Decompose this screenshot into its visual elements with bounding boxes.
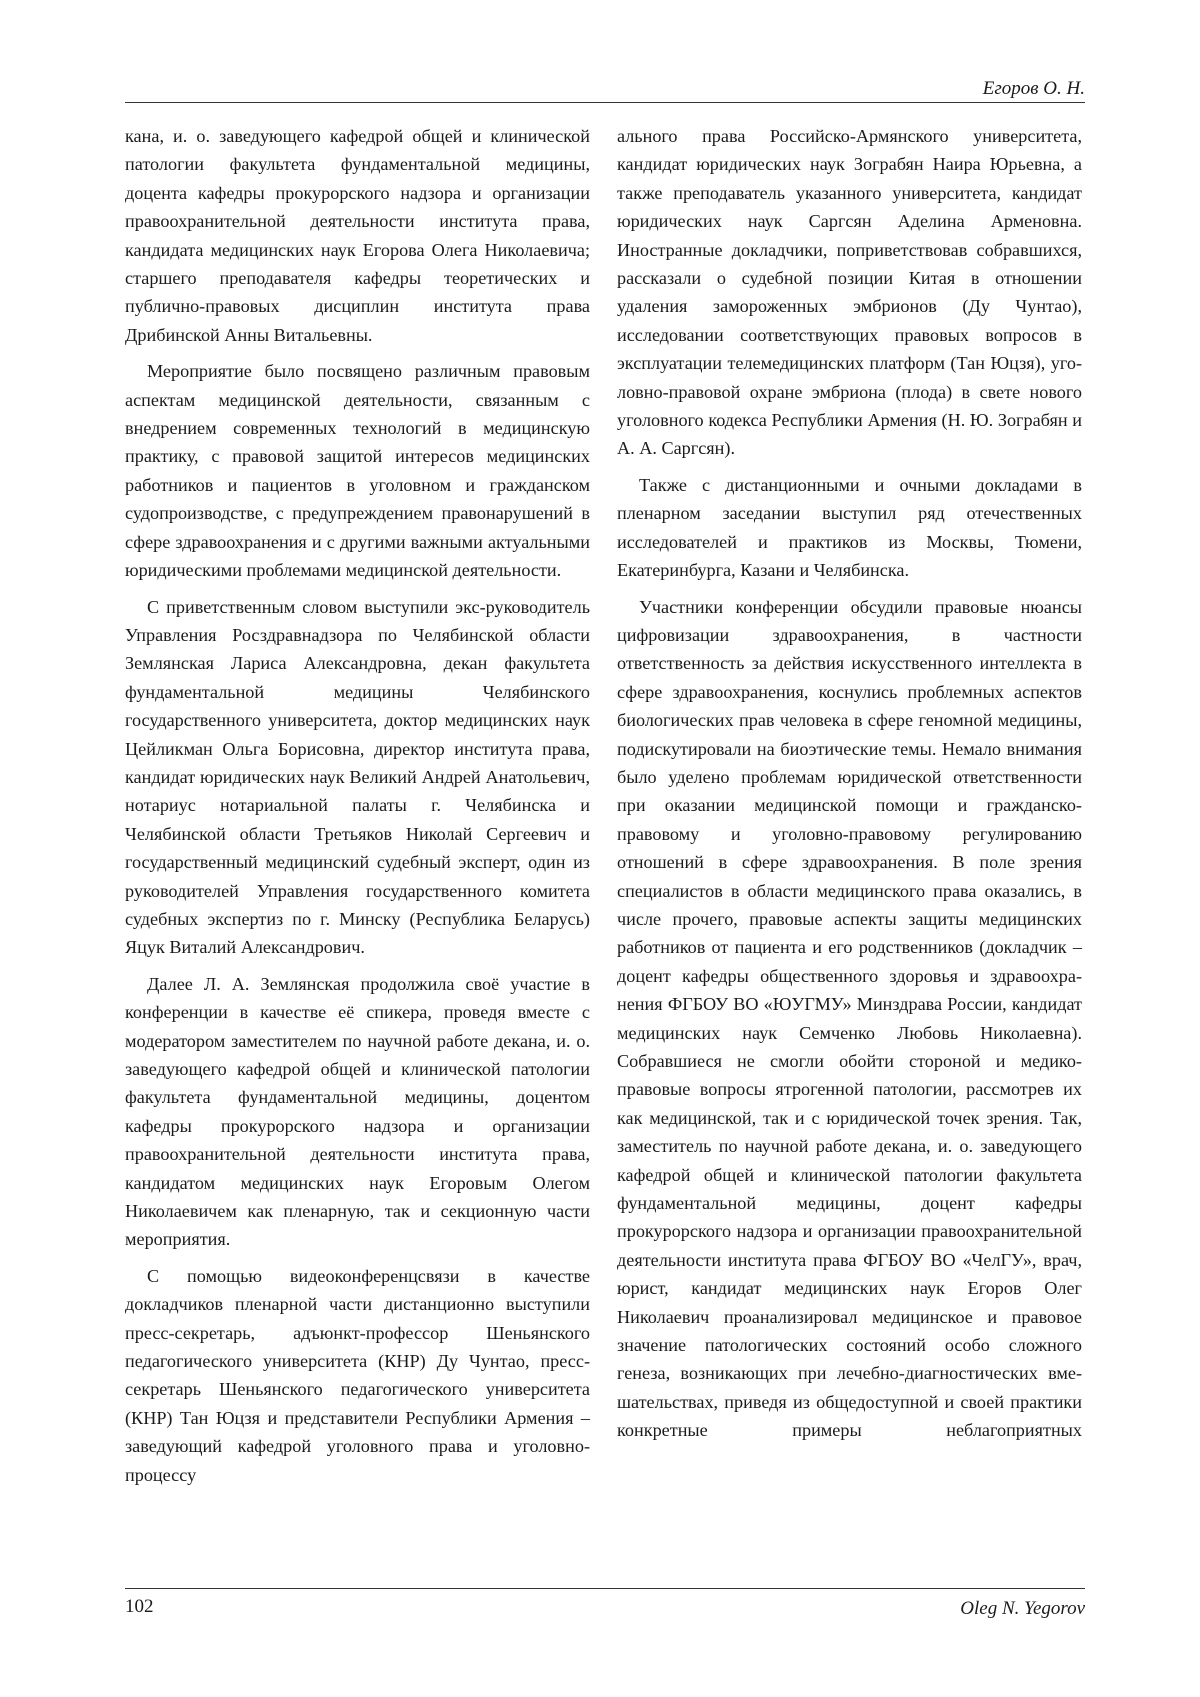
paragraph: Участники конференции обсудили правовые нюансы цифровизации здравоохранения, в частности ответственность за действия искусственного интеллекта в сфере здравоохранения, коснулись проблемных аспектов биологических прав человека в сфере геномной медицины, подискутировали на биоэтические темы. Немало внимания было уделено проблемам юридической ответственности при оказании медицинской помощи и гражданско-правовому и уголовно-правовому регулированию отношений в сфере здравоохранения. В поле зрения специалистов в области медицинского права оказались, в числе прочего, правовые аспекты защиты медицинских работников от пациента и его родственников (докладчик – доцент кафедры общественного здоровья и здравоохранения ФГБОУ ВО «ЮУГМУ» Минздрава России, кандидат медицинских наук Семченко Любовь Николаевна). Собравшиеся не смогли обойти стороной и медико-правовые вопросы ятрогенной патологии, рассмотрев их как медицинской, так и с юридической точек зрения. Так, заместитель по научной работе декана, и. о. заведующего кафедрой общей и клинической патологии факультета фундаментальной медицины, доцент кафедры прокурорского надзора и организации правоохранительной деятельности института права ФГБОУ ВО «ЧелГУ», врач, юрист, кандидат медицинских наук Егоров Олег Николаевич проанализировал медицинское и правовое значение патологических состояний особо сложного генеза, возникающих при лечебно-диагностических вмешательствах, приведя из общедоступной и своей практики конкретные примеры неблагоприятных xyxy=(617,596,1082,1441)
paragraph: С помощью видеоконференцсвязи в качестве докладчиков пленарной части дистанционно выступили пресс-секретарь, адъюнкт-профессор Шеньянского педагогического университета (КНР) Ду Чунтао, пресс-секретарь Шеньянского педагогического университета (КНР) Тан Юцзя и представители Республики Армения – заведующий кафедрой уголовного права и уголовно-процессу xyxy=(125,1265,590,1485)
page-number: 102 xyxy=(125,1596,154,1617)
footer-rule xyxy=(125,1588,1085,1589)
paragraph: Мероприятие было посвящено различным правовым аспектам медицинской деятельности, связанным с внедрением современных технологий в медицинскую практику, с правовой защитой интересов медицинских работников и пациентов в уголовном и гражданском судопроизводстве, с предупреждением правонарушений в сфере здравоохранения и с другими важными актуальными юридическими проблемами медицинской деятельности. xyxy=(125,361,590,581)
paragraph: кана, и. о. заведующего кафедрой общей и клинической патологии факультета фундаментальной медицины, доцента кафедры прокурорского надзора и организации правоохранительной деятельности института права, кандидата медицинских наук Егорова Олега Николаевича; старшего преподавателя кафедры теоретических и публично-правовых дисциплин института права Дрибинской Анны Витальевны. xyxy=(125,126,590,345)
right-column xyxy=(617,122,1082,1453)
header-rule xyxy=(125,102,1085,103)
paragraph: С приветственным словом выступили экс-руководитель Управления Росздравнадзора по Челябинской области Землянская Лариса Александровна, декан факультета фундаментальной медицины Челябинского государственного университета, доктор медицинских наук Цейликман Ольга Борисовна, директор института права, кандидат юридических наук Великий Андрей Анатольевич, нотариус нотариальной палаты г. Челябинска и Челябинской области Третьяков Николай Сергеевич и государственный медицинский судебный эксперт, один из руководителей Управления государственного комитета судебных экспертиз по г. Минску (Республика Беларусь) Яцук Виталий Александрович. xyxy=(125,596,590,958)
paragraph: Далее Л. А. Землянская продолжила своё участие в конференции в качестве её спикера, проведя вместе с модератором заместителем по научной работе декана, и. о. заведующего кафедрой общей и клинической патологии факультета фундаментальной медицины, доцентом кафедры прокурорского надзора и организации правоохранительной деятельности института права, кандидатом медицинских наук Егоровым Олегом Николаевичем как пленарную, так и секционную части мероприятия. xyxy=(125,973,590,1250)
paragraph: ального права Российско-Армянского университета, кандидат юридических наук Зограбян Наира Юрьевна, а также преподаватель указанного университета, кандидат юридических наук Саргсян Аделина Арменовна. Иностранные докладчики, поприветствовав собравшихся, рассказали о судебной позиции Китая в отношении удаления замороженных эмбрионов (Ду Чунтао), исследовании соответствующих правовых вопросов в эксплуатации телемедицинских платформ (Тан Юцзя), уголовно-правовой охране эмбриона (плода) в свете нового уголовного кодекса Республики Армения (Н. Ю. Зограбян и А. А. Саргсян). xyxy=(617,126,1082,459)
left-column xyxy=(125,122,590,1497)
paragraph: Также с дистанционными и очными докладами в пленарном заседании выступил ряд отечественных исследователей и практиков из Москвы, Тюмени, Екатеринбурга, Казани и Челябинска. xyxy=(617,474,1082,581)
footer-author: Oleg N. Yegorov xyxy=(960,1598,1085,1619)
running-head: Егоров О. Н. xyxy=(982,78,1085,99)
